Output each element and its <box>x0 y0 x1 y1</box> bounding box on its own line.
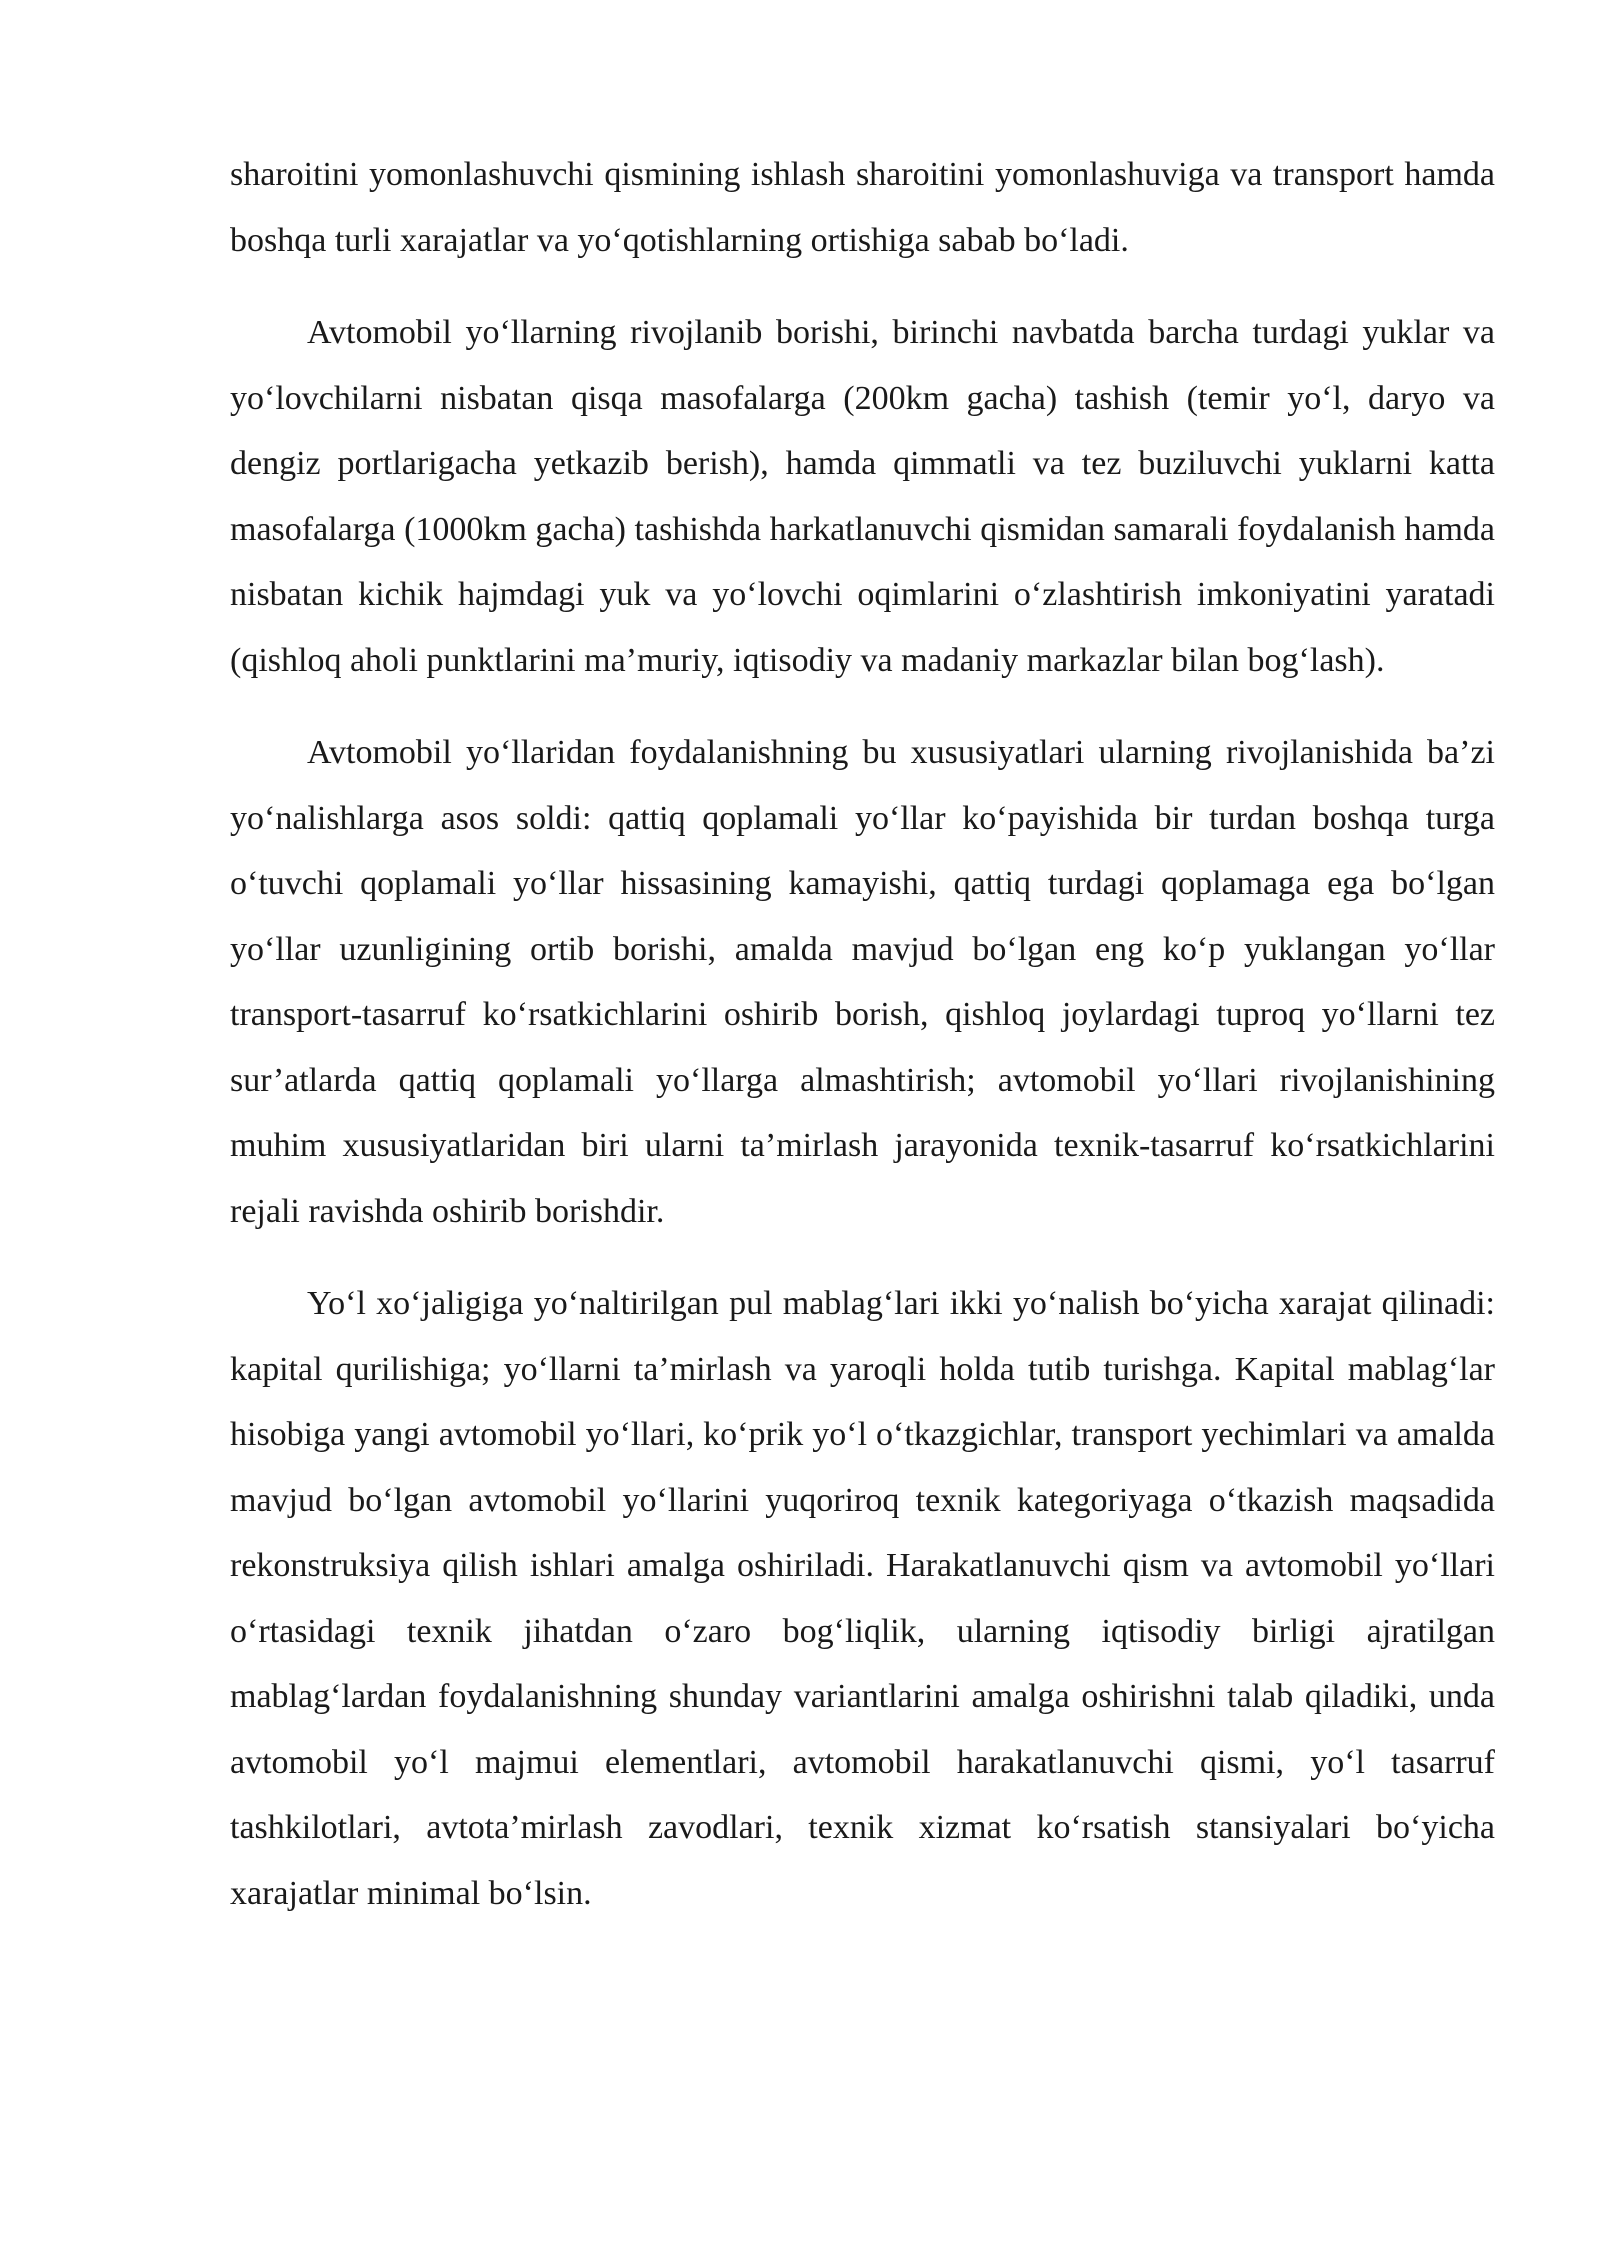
paragraph-1: sharoitini yomonlashuvchi qismining ishlash sharoitini yomonlashuviga va transport hamda boshqa turli xarajatlar va yo‘qotishlarning ortishiga sabab bo‘ladi. <box>230 156 1495 259</box>
document-body <box>230 142 1495 1926</box>
paragraph-3: Avtomobil yo‘llaridan foydalanishning bu xususiyatlari ularning rivojlanishida ba’zi yo‘nalishlarga asos soldi: qattiq qoplamali yo‘llar ko‘payishida bir turdan boshqa turga o‘tuvchi qoplamali yo‘llar hissasining kamayishi, qattiq turdagi qoplamaga ega bo‘lgan yo‘llar uzunligining ortib borishi, amalda mavjud bo‘lgan eng ko‘p yuklangan yo‘llar transport-tasarruf ko‘rsatkichlarini oshirib borish, qishloq joylardagi tuproq yo‘llarni tez sur’atlarda qattiq qoplamali yo‘llarga almashtirish; avtomobil yo‘llari rivojlanishining muhim xususiyatlaridan biri ularni ta’mirlash jarayonida texnik-tasarruf ko‘rsatkichlarini rejali ravishda oshirib borishdir. <box>230 734 1495 1230</box>
paragraph-4: Yo‘l xo‘jaligiga yo‘naltirilgan pul mablag‘lari ikki yo‘nalish bo‘yicha xarajat qilinadi: kapital qurilishiga; yo‘llarni ta’mirlash va yaroqli holda tutib turishga. Kapital mablag‘lar hisobiga yangi avtomobil yo‘llari, ko‘prik yo‘l o‘tkazgichlar, transport yechimlari va amalda mavjud bo‘lgan avtomobil yo‘llarini yuqoriroq texnik kategoriyaga o‘tkazish maqsadida rekonstruksiya qilish ishlari amalga oshiriladi. Harakatlanuvchi qism va avtomobil yo‘llari o‘rtasidagi texnik jihatdan o‘zaro bog‘liqlik, ularning iqtisodiy birligi ajratilgan mablag‘lardan foydalanishning shunday variantlarini amalga oshirishni talab qiladiki, unda avtomobil yo‘l majmui elementlari, avtomobil harakatlanuvchi qismi, yo‘l tasarruf tashkilotlari, avtota’mirlash zavodlari, texnik xizmat ko‘rsatish stansiyalari bo‘yicha xarajatlar minimal bo‘lsin. <box>230 1285 1495 1912</box>
paragraph-2: Avtomobil yo‘llarning rivojlanib borishi, birinchi navbatda barcha turdagi yuklar va yo‘lovchilarni nisbatan qisqa masofalarga (200km gacha) tashish (temir yo‘l, daryo va dengiz portlarigacha yetkazib berish), hamda qimmatli va tez buziluvchi yuklarni katta masofalarga (1000km gacha) tashishda harkatlanuvchi qismidan samarali foydalanish hamda nisbatan kichik hajmdagi yuk va yo‘lovchi oqimlarini o‘zlashtirish imkoniyatini yaratadi (qishloq aholi punktlarini ma’muriy, iqtisodiy va madaniy markazlar bilan bog‘lash). <box>230 314 1495 679</box>
